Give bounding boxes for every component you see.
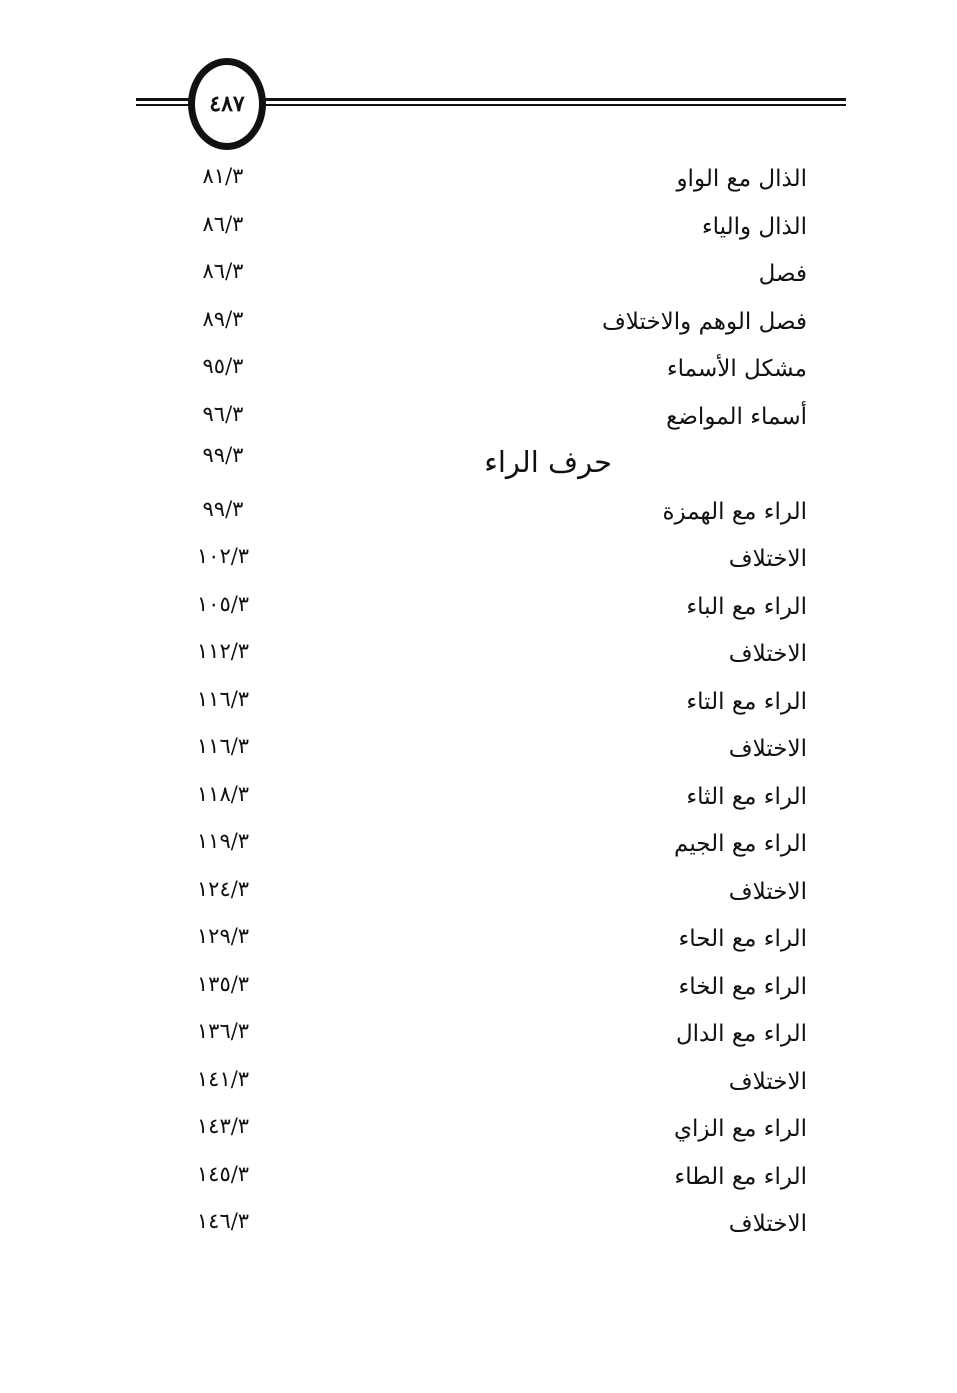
toc-entry-page-ref: ١١٩/٣ [196,829,250,853]
toc-entry-page-ref: ١١٦/٣ [196,734,250,758]
toc-row [0,538,957,586]
toc-entry-title: الاختلاف [728,1211,807,1237]
toc-row [0,253,957,301]
toc-row [0,396,957,444]
toc-entry-title: الراء مع الخاء [678,973,807,1000]
toc-entry-page-ref: ٩٩/٣ [202,496,244,521]
toc-entry-page-ref: ١١٦/٣ [196,686,250,711]
toc-entry-page-ref: ١٢٤/٣ [196,876,250,901]
toc-row [0,871,957,919]
toc-entry-title: فصل [758,261,807,287]
toc-row [0,823,957,871]
toc-entry-title: الذال والياء [701,213,807,240]
toc-row [0,728,957,776]
toc-entry-page-ref: ١٤٦/٣ [196,1209,250,1233]
toc-entry-title: الراء مع الحاء [678,926,807,952]
toc-entry-title: فصل الوهم والاختلاف [601,308,807,335]
toc-entry-page-ref: ١٤٣/٣ [196,1114,250,1138]
toc-entry-title: الاختلاف [728,736,807,762]
toc-entry-page-ref: ٩٩/٣ [202,443,244,467]
toc-section-heading: حرف الراء [484,445,612,479]
toc-entry-page-ref: ١٠٢/٣ [196,544,250,568]
toc-row [0,158,957,206]
toc-section-heading-row [0,443,957,491]
toc-entry-title: الراء مع الهمزة [662,498,807,525]
toc-entry-title: مشكل الأسماء [666,356,807,382]
toc-entry-title: الراء مع الدال [675,1021,807,1047]
toc-row [0,918,957,966]
toc-row [0,586,957,634]
toc-entry-title: الاختلاف [728,878,807,905]
toc-entry-page-ref: ١٢٩/٣ [196,924,250,948]
toc-row [0,1108,957,1156]
toc-entry-page-ref: ١١٢/٣ [196,639,250,663]
toc-row [0,491,957,539]
toc-row [0,1013,957,1061]
table-of-contents [0,158,957,1251]
toc-entry-page-ref: ١٠٥/٣ [196,591,250,616]
toc-entry-title: الراء مع الزاي [674,1116,807,1142]
toc-row [0,1061,957,1109]
toc-row [0,966,957,1014]
toc-entry-page-ref: ٨٦/٣ [202,259,244,283]
toc-entry-title: الاختلاف [728,546,807,572]
toc-entry-title: الراء مع الطاء [674,1163,807,1190]
page-number: ٤٨٧ [209,91,245,117]
page-header [0,0,957,170]
toc-entry-title: أسماء المواضع [666,403,807,430]
toc-entry-page-ref: ١٣٦/٣ [196,1019,250,1043]
toc-entry-page-ref: ١٤٥/٣ [196,1161,250,1186]
toc-entry-title: الذال مع الواو [676,166,807,192]
toc-entry-title: الراء مع الباء [686,593,807,620]
toc-row [0,348,957,396]
toc-entry-page-ref: ١٤١/٣ [196,1066,250,1091]
toc-row [0,1156,957,1204]
toc-row [0,633,957,681]
toc-entry-page-ref: ٨٦/٣ [202,211,244,236]
toc-entry-page-ref: ١١٨/٣ [196,781,250,806]
toc-row [0,301,957,349]
toc-row [0,681,957,729]
toc-entry-title: الاختلاف [728,1068,807,1095]
toc-entry-page-ref: ١٣٥/٣ [196,971,250,996]
toc-entry-title: الراء مع الثاء [686,783,807,810]
toc-entry-title: الراء مع الجيم [674,831,807,857]
toc-entry-title: الراء مع التاء [686,688,807,715]
toc-row [0,206,957,254]
toc-row [0,1203,957,1251]
toc-entry-title: الاختلاف [728,641,807,667]
toc-entry-page-ref: ٨٩/٣ [202,306,244,331]
toc-entry-page-ref: ٩٦/٣ [202,401,244,426]
page-number-badge [188,58,266,150]
toc-row [0,776,957,824]
toc-entry-page-ref: ٨١/٣ [202,164,244,188]
toc-entry-page-ref: ٩٥/٣ [202,354,244,378]
